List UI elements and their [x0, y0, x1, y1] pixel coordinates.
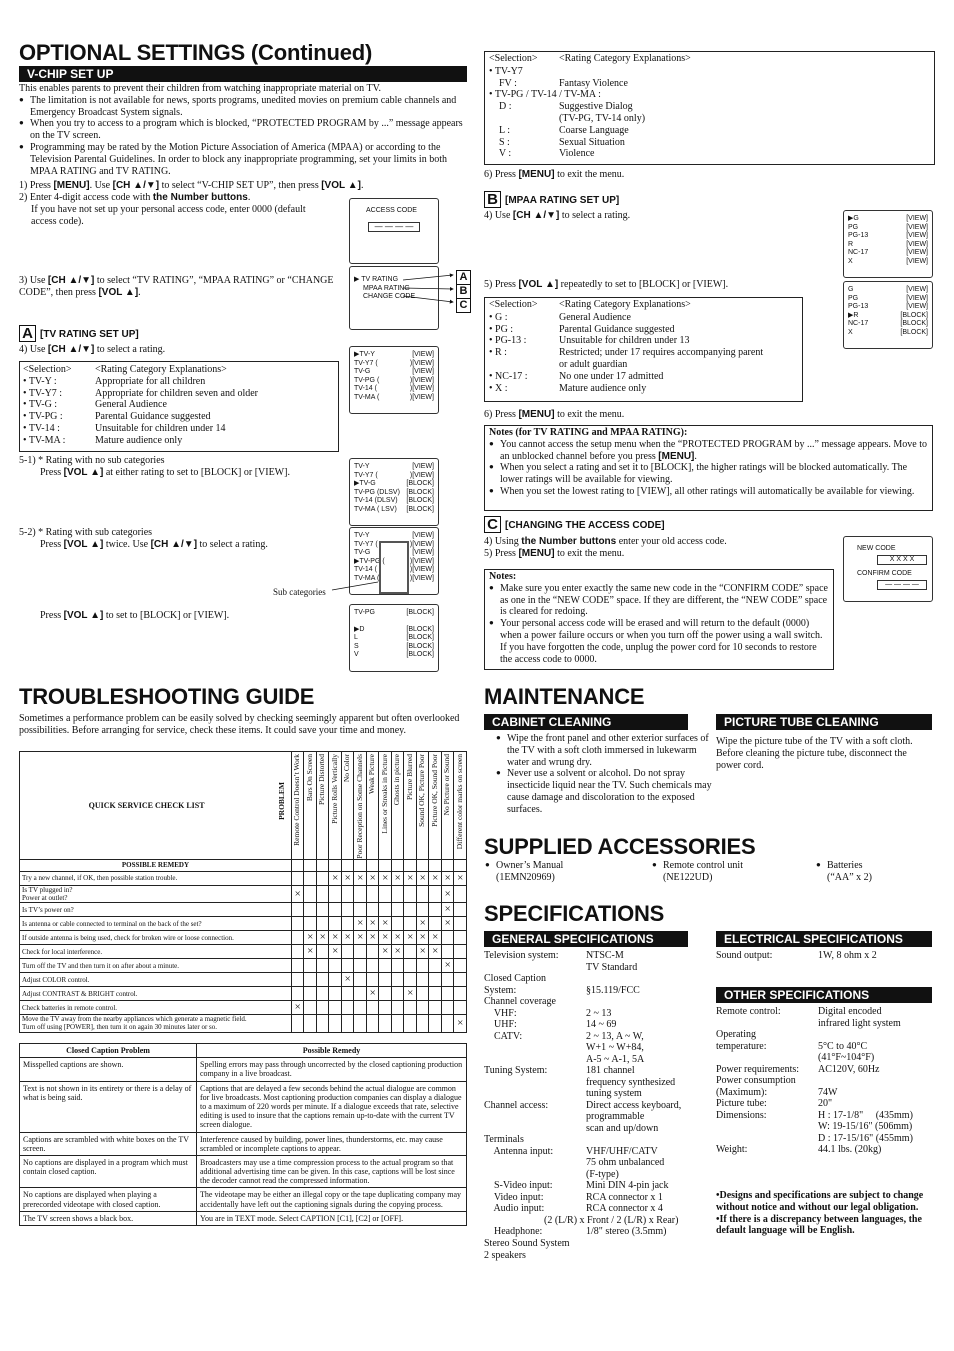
new-code-label: NEW CODE [857, 545, 896, 552]
table-header: Closed Caption Problem [20, 1044, 197, 1058]
check-mark: × [394, 945, 401, 958]
spec-row: D : 17-15/16" (455mm) [818, 1132, 913, 1144]
step-2-note: If you have not set up your personal access code, enter 0000 (default access code). [31, 203, 306, 227]
table-row: L : Coarse Language [489, 124, 629, 136]
menu-item-change-code: CHANGE CODE [363, 293, 416, 301]
check-mark: × [332, 931, 339, 944]
screen-change-code [843, 536, 933, 602]
menu-item-tv-rating: ▶ TV RATING [354, 276, 399, 283]
spec-row: Sound output: 1W, 8 ohm x 2 [716, 950, 877, 961]
letter-a-marker: A [456, 270, 471, 285]
section-bar-electrical: ELECTRICAL SPECIFICATIONS [716, 931, 932, 947]
screen-row: ▶TV-PG ( )[VIEW] [354, 557, 434, 565]
picture-tube-text: Wipe the picture tube of the TV with a soft cloth. Before cleaning the picture tube, disconnect the power cord. [716, 736, 913, 771]
check-mark: × [407, 931, 414, 944]
screen-row: TV-MA ( LSV) [BLOCK] [354, 505, 434, 513]
table-row: • TV-Y7 : Appropriate for children seven and older [23, 387, 258, 399]
check-mark: × [332, 872, 339, 884]
spec-row: Audio input: RCA connector x 4 [484, 1203, 663, 1214]
code-notes [489, 583, 829, 666]
table-row: Misspelled captions are shown. Spelling errors may pass through uncorrected by the closed captioning production company in a live broadcast. [20, 1058, 467, 1081]
rating-notes [489, 439, 928, 498]
note-item: ● Your personal access code will be erased and will return to the default (0000) when a power failure occurs or when you turn off the power using a wall switch. If you have forgotten the code, unplug the power cord for 10 seconds to restore the access code to 0000. [500, 618, 829, 665]
mpaa-step-4: 4) Use [CH ▲/▼] to select a rating. [484, 210, 631, 221]
letter-b-marker: B [456, 284, 471, 299]
problem-header: PROBLEM [273, 752, 291, 860]
spec-row: Channel coverage [484, 996, 556, 1007]
screen-row: TV-PG ( )[VIEW] [354, 376, 434, 384]
table-header: Possible Remedy [197, 1044, 467, 1058]
tv-rating-step-4: 4) Use [CH ▲/▼] to select a rating. [19, 344, 166, 355]
step-2: 2) Enter 4-digit access code with the Number buttons. [19, 192, 251, 204]
tv-rating-title: [TV RATING SET UP] [40, 329, 139, 340]
spec-row: Remote control: Digital encoded [716, 1006, 882, 1017]
bullet-item: ● When you try to access to a program which is blocked, “PROTECTED PROGRAM by ...” message appears on the TV screen. [30, 118, 469, 142]
table-row: Adjust CONTRAST & BRIGHT control. × × [20, 987, 467, 1001]
screen-mpaa-2 [843, 281, 933, 349]
table-header: <Rating Category Explanations> [95, 364, 227, 375]
check-mark: × [419, 945, 426, 958]
section-bar-picture-tube: PICTURE TUBE CLEANING [716, 714, 932, 730]
spec-row: Operating [716, 1029, 756, 1040]
check-mark: × [444, 872, 451, 884]
code-field: — — — — [368, 222, 420, 233]
spec-row: programmable [586, 1111, 645, 1122]
table-row: • R : Restricted; under 17 requires accompanying parent [489, 347, 764, 359]
table-row: The TV screen shows a black box. You are in TEXT mode. Select CAPTION [C1], [C2] or [OFF]. [20, 1211, 467, 1225]
letter-c-marker: C [456, 298, 471, 313]
spec-row: Video input: RCA connector x 1 [484, 1191, 663, 1203]
check-mark: × [294, 1001, 301, 1014]
screen-row: R [VIEW] [848, 240, 928, 248]
step-5-3: Press [VOL ▲] to set to [BLOCK] or [VIEW]. [40, 610, 230, 621]
possible-remedy-header: POSSIBLE REMEDY [20, 860, 292, 872]
check-mark: × [369, 872, 376, 884]
vchip-bullets [19, 95, 469, 178]
problem-column-header: Picture Blurred [404, 752, 417, 860]
table-row: • TV-Y : Appropriate for all children [23, 375, 206, 387]
bullet-item: ● The limitation is not available for news, sports programs, unedited movies on premium cable channels and Emergency Broadcast System signals. [30, 95, 469, 119]
problem-column-header: Bars On Screen [304, 752, 317, 860]
check-mark: × [369, 987, 376, 1000]
screen-row: ▶R [BLOCK] [848, 311, 928, 319]
problem-column-header: Picture Distorted [316, 752, 329, 860]
screen-mpaa-1 [843, 210, 933, 278]
table-row: • NC-17 : No one under 17 admitted [489, 370, 664, 382]
problem-column-header: Remote Control Doesn’t Work [291, 752, 304, 860]
spec-row: frequency synthesized [586, 1076, 676, 1088]
table-row: D : Suggestive Dialog [489, 101, 633, 113]
screen-row: S [BLOCK] [354, 642, 434, 650]
check-mark: × [369, 917, 376, 930]
fv-step-6: 6) Press [MENU] to exit the menu. [484, 169, 625, 180]
table-row: • TV-PG : Parental Guidance suggested [23, 411, 211, 423]
table-header: <Selection> [23, 364, 72, 375]
check-mark: × [344, 973, 351, 986]
check-mark: × [432, 931, 439, 944]
table-row: No captions are displayed when playing a prerecorded videotape with closed caption. The videotape may be either an illegal copy or the tape duplicating company may accidentally have left out the captioning signals during the copying process. [20, 1188, 467, 1211]
screen-row: X [VIEW] [848, 257, 928, 265]
spec-row: Picture tube: 20" [716, 1098, 833, 1109]
step-1: 1) Press [MENU]. Use [CH ▲/▼] to select “V-CHIP SET UP”, then press [VOL ▲]. [19, 180, 364, 192]
check-mark: × [382, 872, 389, 884]
check-mark: × [394, 872, 401, 884]
spec-row: Weight: 44.1 lbs. (20kg) [716, 1144, 882, 1155]
audio-input-detail: (2 (L/R) x Front / 2 (L/R) x Rear) [544, 1214, 679, 1226]
screen-row: TV-MA ( )[VIEW] [354, 393, 434, 401]
problem-column-header: Lines or Streaks in Picture [379, 752, 392, 860]
spec-row: tuning system [586, 1088, 642, 1099]
screen-row: ▶G [VIEW] [848, 215, 928, 222]
menu-arrows [400, 268, 458, 308]
spec-row: A-5 ~ A-1, 5A [586, 1053, 645, 1065]
spec-row: UHF: 14 ~ 69 [484, 1019, 617, 1030]
specifications-title: SPECIFICATIONS [484, 901, 665, 926]
screen-row: L [BLOCK] [354, 634, 434, 642]
spec-row: (F-type) [586, 1168, 619, 1180]
note-item: ● You cannot access the setup menu when the “PROTECTED PROGRAM by ...” message appears. Move to an unblocked channel before you press [MENU]. [500, 439, 928, 463]
table-row: Is antenna or cable connected to terminal on the back of the set? × × × × × [20, 917, 467, 931]
screen-row: TV-14 (DLSV) [BLOCK] [354, 497, 434, 505]
spec-row: W+1 ~ W+84, [586, 1042, 644, 1053]
spec-row: 75 ohm unbalanced [586, 1157, 665, 1168]
bullet-item: ● Programming may be rated by the Motion Picture Association of America (MPAA) or according to the Television Parental Guidelines. In order to block any inappropriate programming, set your limits in both MPAA RATING and TV RATING. [30, 142, 469, 177]
code-notes-box [484, 569, 834, 670]
table-row: • TV-G : General Audience [23, 399, 167, 411]
table-row: • TV-14 : Unsuitable for children under 14 [23, 422, 226, 434]
mpaa-step-5: 5) Press [VOL ▲] repeatedly to set to [BLOCK] or [VIEW]. [484, 279, 729, 290]
section-bar-general: GENERAL SPECIFICATIONS [484, 931, 688, 947]
table-row: If outside antenna is being used, check for broken wire or loose connection. × × × × × × × × × × × [20, 931, 467, 945]
screen-row: TV-Y [VIEW] [354, 532, 434, 539]
rating-notes-box [484, 425, 933, 511]
check-mark: × [457, 1016, 464, 1029]
screen-row: X [BLOCK] [848, 328, 928, 336]
stereo-system: Stereo Sound System [484, 1237, 570, 1249]
menu-item-mpaa-rating: MPAA RATING [363, 284, 410, 292]
sub-categories-label: Sub categories [273, 587, 326, 597]
check-mark: × [394, 931, 401, 944]
check-mark: × [344, 872, 351, 884]
spec-row: Closed Caption [484, 973, 546, 984]
check-mark: × [382, 917, 389, 930]
check-mark: × [432, 872, 439, 884]
check-mark: × [419, 917, 426, 930]
table-row: Move the TV away from the nearby appliances which generate a magnetic field. Turn off using [POWER], then turn it on again 30 minutes later or so. × [20, 1015, 467, 1033]
table-row: • G : General Audience [489, 311, 631, 323]
spec-row: scan and up/down [586, 1122, 659, 1134]
footnote: •Designs and specifications are subject to change without notice and without our legal obligation. [716, 1190, 924, 1213]
footnote: •If there is a discrepancy between languages, the default language will be English. [716, 1213, 922, 1237]
screen-row: G [VIEW] [848, 286, 928, 293]
spec-row: S-Video input: Mini DIN 4-pin jack [484, 1180, 669, 1191]
screen-row: TV-Y7 ( )[VIEW] [354, 359, 434, 367]
check-mark: × [457, 872, 464, 884]
screen-row: TV-G [VIEW] [354, 368, 434, 376]
screen-tv-rating-1 [349, 346, 439, 414]
table-row: Check batteries in remote control. × [20, 1001, 467, 1015]
notes-title: Notes (for TV RATING and MPAA RATING): [489, 427, 688, 438]
spec-row: Channel access: Direct access keyboard, [484, 1099, 682, 1111]
check-mark: × [444, 959, 451, 972]
check-mark: × [357, 872, 364, 884]
other-specifications [716, 1006, 936, 1156]
spec-row: infrared light system [818, 1017, 901, 1029]
closed-caption-table [19, 1043, 467, 1226]
page-title-optional-settings: OPTIONAL SETTINGS (Continued) [19, 40, 373, 65]
screen-row: TV-14 ( )[VIEW] [354, 566, 434, 574]
table-row: Try a new channel, if OK, then possible station trouble. × × × × × × × × × × × [20, 872, 467, 886]
check-mark: × [382, 931, 389, 944]
screen-row: NC-17 [BLOCK] [848, 320, 928, 328]
accessory-item: ● Batteries (“AA” x 2) [816, 860, 872, 883]
screen-tv-rating-2 [349, 458, 439, 526]
screen-row: PG-13 [VIEW] [848, 232, 928, 240]
table-row: • TV-MA : Mature audience only [23, 434, 183, 446]
check-mark: × [369, 931, 376, 944]
screen-row: V [BLOCK] [354, 651, 434, 659]
check-mark: × [444, 903, 451, 916]
mpaa-title: [MPAA RATING SET UP] [505, 195, 620, 206]
spec-row: Dimensions: H : 17-1/8" (435mm) [716, 1109, 913, 1121]
section-bar-vchip: V-CHIP SET UP [19, 66, 467, 82]
screen-row: ▶TV-Y [VIEW] [354, 351, 434, 358]
screen-row: PG-13 [VIEW] [848, 303, 928, 311]
letter-c-heading: C [484, 516, 501, 533]
table-row: • PG : Parental Guidance suggested [489, 323, 675, 335]
spec-row: temperature: 5°C to 40°C [716, 1040, 868, 1052]
new-code-field: X X X X [877, 555, 927, 566]
problem-column-header: Ghosts in picture [391, 752, 404, 860]
mpaa-table [484, 297, 803, 402]
sub-categories-arrow [330, 580, 382, 594]
screen-row: TV-Y7 ( )[VIEW] [354, 471, 434, 479]
change-code-step-5: 5) Press [MENU] to exit the menu. [484, 548, 625, 559]
check-mark: × [407, 987, 414, 1000]
tv-rating-table [19, 361, 339, 452]
bullet-item: ● Never use a solvent or alcohol. Do not spray insecticide liquid near the TV. Such chemicals may cause damage and discoloration to the exposed surfaces. [507, 768, 712, 815]
table-row: Is TV plugged in? Power at outlet? × × [20, 885, 467, 903]
screen-row: TV-PG (DLSV) [BLOCK] [354, 488, 434, 496]
confirm-code-label: CONFIRM CODE [857, 570, 912, 578]
check-mark: × [357, 931, 364, 944]
table-row: Check for local interference. × × × × × × [20, 945, 467, 959]
table-header: <Rating Category Explanations> [559, 53, 691, 64]
screen-row: ▶TV-G [BLOCK] [354, 480, 434, 488]
screen-row: PG [VIEW] [848, 294, 928, 302]
speakers: 2 speakers [484, 1249, 526, 1261]
spec-row: CATV: 2 ~ 13, A ~ W, [484, 1030, 644, 1042]
table-row: • TV-Y7 [489, 65, 523, 77]
troubleshooting-intro: Sometimes a performance problem can be easily solved by checking seemingly apparent but often overlooked possibilities. Before arranging for service, check these items. It could save your time and money. [19, 713, 460, 736]
table-row: Turn off the TV and then turn it on after about a minute. × [20, 959, 467, 973]
sub-category-table [484, 51, 935, 165]
notes-title: Notes: [489, 571, 517, 582]
spec-row: System: §15.119/FCC [484, 984, 640, 996]
table-row: S : Sexual Situation [489, 136, 625, 148]
problem-column-header: Different color marks on screen [454, 752, 467, 860]
screen-row: ▶D [BLOCK] [354, 625, 434, 633]
spec-row: TV Standard [586, 961, 638, 973]
screen-row: NC-17 [VIEW] [848, 249, 928, 257]
table-header: <Rating Category Explanations> [559, 299, 691, 310]
screen-label: ACCESS CODE [366, 207, 417, 214]
accessory-item: ● Remote control unit (NE122UD) [652, 860, 743, 883]
spec-footnotes [716, 1190, 938, 1237]
screen-row: TV-Y7 ( )[VIEW] [354, 540, 434, 548]
cabinet-cleaning-list [496, 733, 712, 816]
spec-row: W: 19-15/16" (506mm) [818, 1121, 913, 1132]
section-bar-other: OTHER SPECIFICATIONS [716, 987, 932, 1003]
accessory-item: ● Owner’s Manual (1EMN20969) [485, 860, 564, 883]
mpaa-step-6: 6) Press [MENU] to exit the menu. [484, 409, 625, 420]
note-item: ● Make sure you enter exactly the same new code in the “CONFIRM CODE” space as one in the “NEW CODE” space. If they are different, the “NEW CODE” space is cleared for redoing. [500, 583, 829, 618]
problem-column-header: Poor Reception on Some Channels [354, 752, 367, 860]
troubleshooting-title: TROUBLESHOOTING GUIDE [19, 684, 315, 709]
check-mark: × [419, 931, 426, 944]
table-row: • X : Mature audience only [489, 382, 647, 394]
check-mark: × [357, 917, 364, 930]
table-row: V : Violence [489, 148, 595, 160]
check-mark: × [444, 917, 451, 930]
problem-column-header: Picture OK, Sound Poor [429, 752, 442, 860]
check-mark: × [382, 945, 389, 958]
check-mark: × [319, 931, 326, 944]
section-bar-cabinet: CABINET CLEANING [484, 714, 688, 730]
change-code-title: [CHANGING THE ACCESS CODE] [505, 520, 665, 531]
problem-column-header: No Picture or Sound [441, 752, 454, 860]
spec-row: Terminals [484, 1134, 524, 1145]
table-row: FV : Fantasy Violence [489, 77, 628, 89]
bullet-item: ● Wipe the front panel and other exterior surfaces of the TV with a soft cloth immersed in lukewarm water and wrung dry. [507, 733, 712, 768]
spec-row: Tuning System: 181 channel [484, 1065, 635, 1076]
maintenance-title: MAINTENANCE [484, 684, 645, 709]
check-mark: × [307, 945, 314, 958]
problem-column-header: Weak Picture [366, 752, 379, 860]
screen-row: TV-14 ( )[VIEW] [354, 385, 434, 393]
letter-b-heading: B [484, 191, 501, 208]
screen-access-code [349, 198, 439, 264]
check-mark: × [332, 945, 339, 958]
quick-service-check-list [19, 751, 467, 1033]
screen-tv-rating-4: TV-PG [BLOCK] ▶D [BLOCK] L [BLOCK] S [BLOCK] V [BLOCK] [349, 604, 439, 672]
spec-row: Television system: NTSC-M [484, 950, 624, 961]
step-5-1: 5-1) * Rating with no sub categories Press [VOL ▲] at either rating to set to [BLOCK] or [VIEW]. [19, 455, 290, 478]
accessories-title: SUPPLIED ACCESSORIES [484, 834, 756, 859]
table-row: or adult guardian [559, 358, 628, 370]
accessories-list [484, 860, 934, 884]
table-row: No captions are displayed in a program which must contain closed caption. Broadcasters may use a time compression process to the actual program so that additional advertising time can be given. In this case, captions will be lost since the decoder cannot read the compressed information. [20, 1155, 467, 1188]
check-mark: × [407, 872, 414, 884]
note-item: ● When you select a rating and set it to [BLOCK], the higher ratings will be blocked automatically. The lower ratings will be available for viewing. [500, 462, 928, 486]
step-5-2: 5-2) * Rating with sub categories Press [VOL ▲] twice. Use [CH ▲/▼] to select a rating. [19, 527, 268, 550]
step-3: 3) Use [CH ▲/▼] to select “TV RATING”, “MPAA RATING” or “CHANGE CODE”, then press [VOL ▲]. [19, 275, 334, 298]
table-header: <Selection> [489, 53, 538, 64]
spec-row: VHF: 2 ~ 13 [484, 1007, 612, 1019]
check-mark: × [294, 887, 301, 900]
check-mark: × [444, 887, 451, 900]
table-row: Captions are scrambled with white boxes on the TV screen. Interference caused by building, power lines, thunderstorms, etc. may cause scrambled or incomplete captions to appear. [20, 1132, 467, 1155]
spec-row: (41°F~104°F) [818, 1052, 875, 1063]
spec-row: Antenna input: VHF/UHF/CATV [484, 1145, 658, 1157]
table-row: (TV-PG, TV-14 only) [559, 112, 646, 124]
table-row: Adjust COLOR control. × [20, 973, 467, 987]
screen-row: TV-Y [VIEW] [354, 463, 434, 470]
note-item: ● When you set the lowest rating to [VIEW], all other ratings will automatically be available for viewing. [500, 486, 928, 498]
check-mark: × [419, 872, 426, 884]
check-mark: × [344, 931, 351, 944]
table-header: <Selection> [489, 299, 538, 310]
spec-row: (Maximum): 74W [716, 1086, 838, 1098]
problem-column-header: Picture Rolls Vertically [329, 752, 342, 860]
problem-column-header: No Color [341, 752, 354, 860]
table-row: Is TV’s power on? × [20, 903, 467, 917]
problem-column-header: Sound OK, Picture Poor [416, 752, 429, 860]
general-specifications [484, 950, 714, 1261]
table-row: Text is not shown in its entirety or there is a delay of what is being said. Captions that are delayed a few seconds behind the actual dialogue are common for live broadcasts. Most captioning production companies can display a dialogue to a maximum of 220 words per minute. If a dialogue exceeds that rate, selective editing is used to insure that the captions remain up-to-date with the current TV screen dialogue. [20, 1081, 467, 1132]
table-row: • PG-13 : Unsuitable for children under 13 [489, 335, 690, 347]
spec-row: Headphone: 1/8" stereo (3.5mm) [484, 1226, 667, 1238]
spec-row: Power requirements: AC120V, 60Hz [716, 1063, 880, 1075]
check-mark: × [432, 945, 439, 958]
intro-text: This enables parents to prevent their children from watching inappropriate material on TV. [19, 83, 382, 94]
sub-category-highlight [379, 541, 409, 594]
check-mark: × [307, 931, 314, 944]
letter-a-heading: A [19, 325, 36, 342]
screen-row: TV-G [VIEW] [354, 549, 434, 557]
confirm-code-field: — — — — [877, 580, 927, 591]
electrical-specifications [716, 950, 936, 962]
screen-row: TV-MA ( )[VIEW] [354, 574, 434, 582]
table-row: • TV-PG / TV-14 / TV-MA : [489, 89, 601, 101]
screen-row: PG [VIEW] [848, 223, 928, 231]
spec-row: Power consumption [716, 1075, 796, 1086]
change-code-step-4: 4) Using the Number buttons enter your old access code. [484, 536, 727, 547]
check-list-title: QUICK SERVICE CHECK LIST [20, 752, 274, 860]
